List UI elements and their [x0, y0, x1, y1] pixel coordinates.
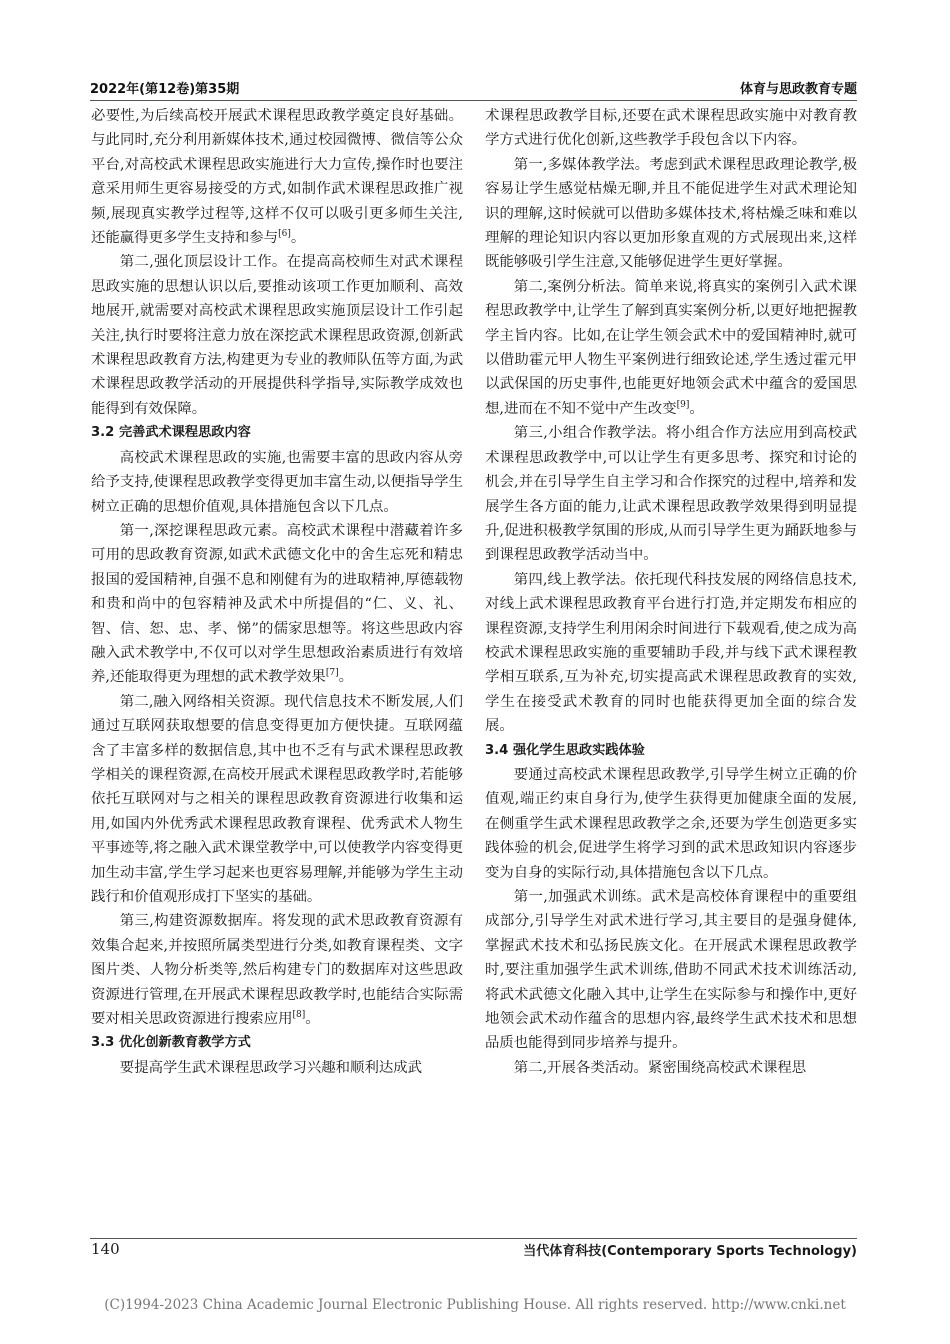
- paragraph: 要提高学生武术课程思政学习兴趣和顺利达成武: [119, 1059, 423, 1076]
- paragraph: 第二,强化顶层设计工作。在提高高校师生对武术课程思政实施的思想认识以后,要推动该项工作更加顺利、高效地展开,就需要对高校武术课程思政实施顶层设计工作引起关注,执行时要将注意力放在深挖武术课程思政资源,创新武术课程思政教育方法,构建更为专业的教师队伍等方面,为武术课程思政教学活动的开展提供科学指导,实际教学成效也能得到有效保障。: [91, 254, 463, 417]
- right-column: [485, 104, 857, 1080]
- paragraph: 术课程思政教学目标,还要在武术课程思政实施中对教育教学方式进行优化创新,这些教学手段包含以下内容。: [485, 108, 857, 149]
- paragraph: 第二,开展各类活动。紧密围绕高校武术课程思: [513, 1059, 807, 1076]
- header-divider: [90, 100, 857, 101]
- paragraph: 第三,小组合作教学法。将小组合作方法应用到高校武术课程思政教学中,可以让学生有更多思考、探究和讨论的机会,并在引导学生自主学习和合作探究的过程中,培养和发展学生各方面的能力,让武术课程思政教学效果得到明显提升,促进积极教学氛围的形成,从而引导学生更为踊跃地参与到课程思政教学活动当中。: [485, 425, 857, 564]
- paragraph: 高校武术课程思政的实施,也需要丰富的思政内容从旁给予支持,使课程思政教学变得更加丰富生动,以便指导学生树立正确的思想价值观,具体措施包含以下几点。: [91, 449, 463, 515]
- paragraph: 第二,融入网络相关资源。现代信息技术不断发展,人们通过互联网获取想要的信息变得更加方便快捷。互联网蕴含了丰富多样的数据信息,其中也不乏有与武术课程思政教学相关的课程资源,在高校开展武术课程思政教学时,若能够依托互联网对与之相关的课程思政教育资源进行收集和运用,如国内外优秀武术课程思政教育课程、优秀武术人物生平事迹等,将之融入武术课堂教学中,可以使教学内容变得更加生动丰富,学生学习起来也更容易理解,并能够为学生主动践行和价值观形成打下坚实的基础。: [91, 693, 463, 905]
- paragraph: 第二,案例分析法。简单来说,将真实的案例引入武术课程思政教学中,让学生了解到真实案例分析,以更好地把握教学主旨内容。比如,在让学生领会武术中的爱国精神时,就可以借助霍元甲人物生平案例进行细致论述,学生透过霍元甲以武保国的历史事件,也能更好地领会武术中蕴含的爱国思想,进而在不知不觉中产生改变[9]。: [485, 278, 857, 417]
- section-heading-3-2: 3.2 完善武术课程思政内容: [91, 425, 251, 441]
- issue-info: 2022年(第12卷)第35期: [90, 82, 240, 97]
- paragraph: 第四,线上教学法。依托现代科技发展的网络信息技术,对线上武术课程思政教育平台进行打造,并定期发布相应的课程资源,支持学生利用闲余时间进行下载观看,使之成为高校武术课程思政实施的重要辅助手段,并与线下武术课程教学相互联系,互为补充,切实提高武术课程思政教育的实效,学生在接受武术教育的同时也能获得更加全面的综合发展。: [485, 571, 857, 735]
- journal-name: 当代体育科技(Contemporary Sports Technology): [523, 1244, 857, 1259]
- section-title: 体育与思政教育专题: [739, 82, 857, 97]
- left-column: [91, 104, 463, 1080]
- paragraph: 第一,加强武术训练。武术是高校体育课程中的重要组成部分,引导学生对武术进行学习,其主要目的是强身健体,掌握武术技术和弘扬民族文化。在开展武术课程思政教学时,要注重加强学生武术训练,借助不同武术技术训练活动,将武术武德文化融入其中,让学生在实际参与和操作中,更好地领会武术动作蕴含的思想内容,最终学生武术技术和思想品质也能得到同步培养与提升。: [485, 889, 857, 1052]
- paragraph: 第一,深挖课程思政元素。高校武术课程中潜藏着许多可用的思政教育资源,如武术武德文化中的舍生忘死和精忠报国的爱国精神,自强不息和刚健有为的进取精神,厚德载物和贵和尚中的包容精神及武术中所提倡的“仁、义、礼、智、信、恕、忠、孝、悌”的儒家思想等。将这些思政内容融入武术教学中,不仅可以对学生思想政治素质进行有效培养,还能取得更为理想的武术教学效果[7]。: [91, 522, 463, 686]
- paragraph: 第一,多媒体教学法。考虑到武术课程思政理论教学,极容易让学生感觉枯燥无聊,并且不能促进学生对武术理论知识的理解,这时候就可以借助多媒体技术,将枯燥乏味和难以理解的理论知识内容以更加形象直观的方式展现出来,这样既能够吸引学生注意,又能够促进学生更好掌握。: [485, 156, 857, 271]
- page-number: 140: [91, 1240, 120, 1258]
- footer-divider: [90, 1238, 857, 1239]
- paragraph: 必要性,为后续高校开展武术课程思政教学奠定良好基础。与此同时,充分利用新媒体技术,通过校园微博、微信等公众平台,对高校武术课程思政实施进行大力宣传,操作时也要注意采用师生更容易接受的方式,如制作武术课程思政推广视频,展现真实教学过程等,这样不仅可以吸引更多师生关注,还能赢得更多学生支持和参与[6]。: [91, 108, 463, 247]
- paragraph: 要通过高校武术课程思政教学,引导学生树立正确的价值观,端正约束自身行为,使学生获得更加健康全面的发展,在侧重学生武术课程思政教学之余,还要为学生创造更多实践体验的机会,促进学生将学习到的武术思政知识内容逐步变为自身的实际行动,具体措施包含以下几点。: [485, 766, 857, 881]
- section-heading-3-3: 3.3 优化创新教育教学方式: [91, 1035, 251, 1051]
- paragraph: 第三,构建资源数据库。将发现的武术思政教育资源有效集合起来,并按照所属类型进行分类,如教育课程类、文字图片类、人物分析类等,然后构建专门的数据库对这些思政资源进行管理,在开展武术课程思政教学时,也能结合实际需要对相关思政资源进行搜索应用[8]。: [91, 913, 463, 1028]
- section-heading-3-4: 3.4 强化学生思政实践体验: [485, 742, 645, 758]
- copyright-notice: (C)1994-2023 China Academic Journal Electronic Publishing House. All rights reserved. http://www.cnki.net: [104, 1297, 846, 1313]
